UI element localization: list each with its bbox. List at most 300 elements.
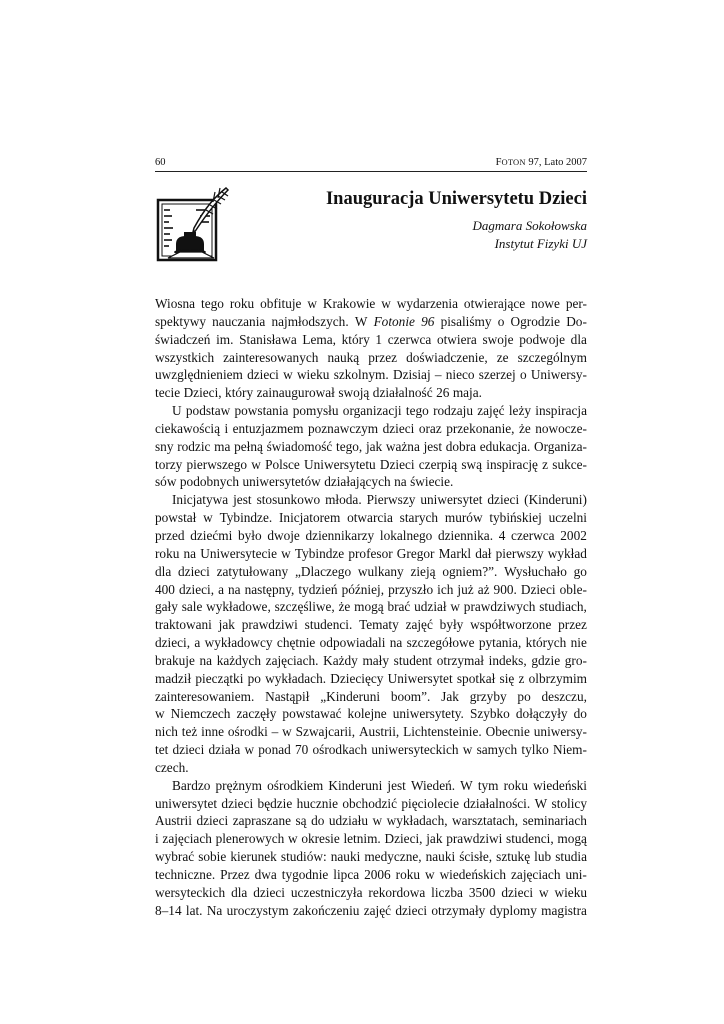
word: świadomość (266, 438, 333, 454)
word: po (247, 670, 261, 686)
word: uni- (565, 867, 587, 882)
word: Dziecięcy (330, 670, 384, 686)
word: studia (555, 849, 587, 865)
word: podwoje (519, 331, 565, 347)
word: działających (324, 474, 391, 490)
word: dzieci (196, 813, 229, 829)
word: mały (362, 652, 390, 668)
word: otwiera (436, 331, 477, 347)
word: lub (534, 849, 552, 865)
word: organizacji (342, 403, 402, 419)
word: Lichtensteinie. (403, 724, 482, 740)
word: Uniwersytet (387, 670, 453, 686)
body-text-line (155, 384, 587, 402)
word: ze (496, 349, 509, 365)
word: jest (387, 777, 406, 793)
word: Tybindze (294, 545, 345, 561)
word: zatytułowany (216, 563, 289, 579)
word: wszystkich (155, 349, 215, 365)
issue-label: 97, Lato 2007 (525, 157, 587, 168)
body-text-line (155, 884, 587, 902)
word: nowocze- (535, 420, 587, 436)
word: dziećmi (190, 527, 233, 543)
word: zajęciach (162, 831, 212, 847)
word: Dzieci, (384, 831, 423, 847)
word: (Kinderuni) (524, 492, 587, 508)
word: hucznie (296, 795, 338, 811)
word: aż (477, 581, 490, 597)
word: oble- (559, 581, 587, 597)
word: Pierwszy (366, 492, 416, 508)
word: Austrii (155, 813, 192, 829)
word: ośrodkach (312, 742, 368, 758)
word: uwzględnieniem (155, 367, 243, 383)
word: tygodnie (281, 867, 329, 882)
word: stosunkowo (256, 492, 321, 508)
word: na (228, 581, 241, 597)
word: przyszło (388, 581, 434, 597)
word: tylko (521, 742, 549, 758)
word: brać (387, 599, 411, 615)
word: uniwersy- (533, 724, 587, 740)
word: tydzień (298, 581, 338, 597)
word: ich (437, 581, 454, 597)
body-text-line (155, 670, 587, 688)
word: później, (341, 581, 385, 597)
word: pisaliśmy (440, 313, 492, 329)
word: wykładowcy (204, 635, 273, 651)
body-text-line (155, 741, 587, 759)
word: Uniwersy- (530, 367, 587, 383)
word: pierwszego (186, 456, 248, 472)
word: dyplomy (489, 902, 537, 918)
word: starych (399, 510, 439, 526)
journal-issue (496, 156, 587, 169)
word: studenci. (304, 617, 353, 633)
word: boom”. (390, 688, 431, 704)
word: oraz (418, 420, 442, 436)
word: Uniwersytetu (304, 456, 376, 472)
word: wulkany (357, 563, 404, 579)
word: torzy (155, 456, 183, 472)
word: Polsce (265, 456, 300, 472)
word: U (172, 403, 182, 419)
word: studenci, (506, 831, 554, 847)
word: a (194, 635, 201, 651)
body-text-line (155, 795, 587, 813)
word: dziennika. (438, 527, 494, 543)
word: gały (155, 599, 178, 615)
word: 400 (155, 581, 175, 597)
body-text-line (155, 366, 587, 384)
body-text-line (155, 705, 587, 723)
word: wiedeński (533, 777, 587, 793)
word: roku (229, 296, 255, 311)
word: Bardzo (172, 777, 211, 793)
word: roku (395, 867, 421, 882)
word: sobie (198, 849, 227, 865)
word: studiach, (539, 599, 587, 615)
word: wieku (554, 884, 587, 900)
word: dla (231, 884, 248, 900)
word: Obecnie (485, 724, 530, 740)
word: tym (477, 777, 499, 793)
word: Na (206, 902, 223, 918)
word: Szybko (469, 706, 510, 722)
word: 900. (493, 581, 517, 597)
word: zainteresowaniem. (155, 688, 255, 704)
word: dzieci (247, 367, 279, 383)
word: pięciolecie (401, 795, 459, 811)
word: prawdziwych (463, 599, 536, 615)
word: gdzie (531, 652, 561, 668)
word: o (519, 367, 527, 383)
word: zajęciach (511, 867, 561, 882)
word: indeks, (488, 652, 527, 668)
word: 1 (375, 331, 383, 347)
word: ośrodkiem (267, 777, 324, 793)
word: powstania (234, 403, 289, 419)
word: tego (405, 403, 429, 419)
body-text-line (155, 812, 587, 830)
body-text-line (155, 491, 587, 509)
word: inspirację (486, 456, 538, 472)
word: Szwajcarii, (295, 724, 356, 740)
word: prawdziwi (241, 617, 298, 633)
word: nauczania (212, 313, 266, 329)
word: tybińskiej (489, 510, 542, 526)
word: uroczystym (226, 902, 289, 918)
word: doświadczenie, (406, 349, 488, 365)
word: Wiedeń. (410, 777, 456, 793)
word: roku (155, 545, 180, 561)
word: 2002 (560, 527, 587, 543)
word: w (155, 706, 165, 722)
word: Wiosna (155, 296, 196, 311)
word: szerzej (478, 367, 516, 383)
word: otrzymał (436, 652, 484, 668)
word: Inicjatorem (279, 510, 341, 526)
word: prawdziwi (446, 831, 503, 847)
body-text-line (155, 473, 587, 491)
word: nauki (330, 849, 361, 865)
word: dwoje (267, 527, 300, 543)
word: Każdy (323, 652, 358, 668)
word: zainteresowanych (223, 349, 319, 365)
word: w (281, 545, 291, 561)
word: „Dlaczego (294, 563, 352, 579)
word: że (338, 599, 351, 615)
word: dzieci, (155, 635, 191, 651)
word: który (341, 331, 370, 347)
word: Fotonie (373, 313, 415, 329)
word: uniwersytetów (242, 474, 321, 490)
word: uczelni (548, 510, 587, 526)
word: w (203, 510, 213, 526)
body-text-line (155, 402, 587, 420)
word: powstał (155, 510, 197, 526)
word: świecie. (410, 474, 454, 490)
word: działalności. (463, 795, 531, 811)
word: rodzaju (433, 403, 473, 419)
word: i (155, 831, 159, 847)
word: wykład (547, 545, 587, 561)
word: zieją (410, 563, 436, 579)
word: wybrać (155, 849, 195, 865)
word: sów (155, 474, 177, 490)
word: madził (155, 670, 192, 686)
word: rodzic (177, 438, 211, 454)
word: najmłodszych. (271, 313, 349, 329)
word: deszczu, (541, 688, 587, 704)
word: były (439, 617, 464, 633)
word: Nastąpił (265, 688, 310, 704)
word: „Kinderuni (320, 688, 381, 704)
word: przekonanie, (446, 420, 515, 436)
word: dzieci (395, 902, 428, 918)
body-text-line (155, 527, 587, 545)
word: wiedeńskich (439, 867, 507, 882)
word: ośrodki (227, 724, 268, 740)
word: lokalnego (379, 527, 433, 543)
body-text-line (155, 830, 587, 848)
word: wersyteckich (155, 884, 226, 900)
word: zajęć (363, 902, 392, 918)
word: szczegółowe (406, 635, 475, 651)
word: nauki (425, 849, 456, 865)
word: zajęć (405, 617, 433, 633)
word: per- (565, 296, 587, 311)
word: Tematy (359, 617, 399, 633)
word: jak (365, 438, 383, 454)
word: obfituje (260, 296, 302, 311)
word: Jak (441, 688, 459, 704)
word: dzieci (178, 563, 210, 579)
word: dobra (445, 438, 477, 454)
word: prężnym (215, 777, 263, 793)
body-text-line (155, 723, 587, 741)
word: otwierające (463, 296, 526, 311)
word: Wysłuchało (504, 563, 567, 579)
word: lat. (185, 902, 203, 918)
word: pierwszy (495, 545, 544, 561)
word: podobnych (179, 474, 239, 490)
word: 4 (498, 527, 506, 543)
page-number: 60 (155, 157, 166, 168)
word: odpowiadali (319, 635, 386, 651)
word: działa (208, 742, 241, 758)
word: roku (503, 777, 528, 793)
word: sny (155, 438, 174, 454)
word: dwa (254, 867, 277, 882)
word: Lema, (302, 331, 336, 347)
word: dzieci (172, 742, 205, 758)
word: nauką (327, 349, 360, 365)
word: inspiracja (535, 403, 587, 419)
word: Dzieci, (183, 385, 222, 401)
body-text-line (155, 688, 587, 706)
word: Niem- (552, 742, 587, 758)
word: zajęć (477, 403, 505, 419)
word: inne (201, 724, 225, 740)
word: jak (426, 831, 443, 847)
word: grzyby (469, 688, 507, 704)
word: wydarzenia (396, 296, 459, 311)
word: – (271, 724, 279, 740)
word: seminariach (522, 813, 587, 829)
word: zajęciach. (265, 652, 319, 668)
word: mogą (354, 599, 384, 615)
word: z (518, 670, 525, 686)
word: olbrzymim (528, 670, 587, 686)
word: tego, (336, 438, 363, 454)
word: dziennikarzy (305, 527, 375, 543)
word: Dzisiaj (392, 367, 431, 383)
word: jak (218, 617, 235, 633)
word: jest (233, 492, 252, 508)
word: Do- (566, 313, 587, 329)
word: wykładowe, (206, 599, 271, 615)
body-text-line (155, 545, 587, 563)
word: Uniwersytecie (200, 545, 278, 561)
body-text-line (155, 331, 587, 349)
word: student (393, 652, 433, 668)
word: zaczęły (236, 706, 277, 722)
word: też (181, 724, 198, 740)
word: czerwca (387, 331, 432, 347)
body-text-line (155, 438, 587, 456)
journal-name-initial: F (495, 157, 502, 168)
word: na (389, 635, 403, 651)
word: 96 (421, 313, 435, 329)
word: wieku (296, 367, 330, 383)
word: w (372, 813, 383, 829)
word: przez (558, 617, 587, 633)
word: pytania, (478, 635, 522, 651)
word: szkolnym. (333, 367, 389, 383)
body-text-line (155, 456, 587, 474)
word: swoje (482, 331, 514, 347)
body-text-line (155, 313, 587, 331)
word: Przez (220, 867, 250, 882)
word: nie (570, 635, 587, 651)
body-text-line (155, 349, 587, 367)
word: stolicy (551, 795, 587, 811)
word: w (538, 884, 549, 900)
word: Austrii, (358, 724, 400, 740)
word: leży (508, 403, 531, 419)
word: szczególnym (517, 349, 587, 365)
word: w (288, 831, 298, 847)
word: już (457, 581, 474, 597)
word: otrzymały (431, 902, 486, 918)
word: przez (368, 349, 398, 365)
word: poznawczym (307, 420, 379, 436)
word: sale (181, 599, 203, 615)
word: murów (444, 510, 483, 526)
word: dzieci (253, 884, 285, 900)
word: warsztatach, (452, 813, 519, 829)
word: uniwersytety. (392, 706, 464, 722)
article-title: Inauguracja Uniwersytetu Dzieci (325, 189, 587, 209)
word: czerpią (418, 456, 458, 472)
word: samych (476, 742, 518, 758)
word: na (199, 652, 213, 668)
word: których (525, 635, 567, 651)
body-text-line (155, 777, 587, 795)
word: który (225, 385, 254, 401)
word: ważna (385, 438, 420, 454)
word: szczęśliwe, (274, 599, 335, 615)
word: spotkał (456, 670, 496, 686)
word: w (425, 867, 435, 882)
word: tecie (155, 385, 181, 401)
body-text-line (155, 581, 587, 599)
word: na (394, 474, 407, 490)
word: edukacja. (479, 438, 531, 454)
journal-name-rest: OTON (501, 157, 526, 167)
word: traktowani (155, 617, 212, 633)
word: 8–14 (155, 902, 182, 918)
body-text-line (155, 295, 587, 313)
word: 2006 (364, 867, 391, 882)
body-text-line (155, 616, 587, 634)
word: zakończeniu (292, 902, 360, 918)
word: udział (414, 599, 447, 615)
word: otwarcia (347, 510, 393, 526)
word: – (434, 367, 442, 383)
word: są (295, 813, 307, 829)
word: uniwersyteckich (371, 742, 459, 758)
word: pomysłu (292, 403, 339, 419)
word: lipca (333, 867, 360, 882)
word: Niemczech (170, 706, 231, 722)
body-text-line (155, 866, 587, 884)
word: ponad (258, 742, 291, 758)
word: uczestniczyła (290, 884, 363, 900)
word: współtworzone (470, 617, 552, 633)
word: ciekawością (155, 420, 220, 436)
word: dał (475, 545, 492, 561)
author-affiliation: Instytut Fizyki UJ (494, 236, 587, 251)
word: w (244, 742, 255, 758)
word: kolejne (347, 706, 387, 722)
word: pełną (234, 438, 263, 454)
word: liczba (431, 884, 463, 900)
word: dzieci (221, 795, 254, 811)
word: w (462, 742, 473, 758)
word: z (542, 456, 549, 472)
word: Organiza- (534, 438, 587, 454)
word: uniwersytet (420, 492, 483, 508)
word: chętnie (276, 635, 316, 651)
word: Dzieci (520, 581, 556, 597)
word: Tybindze. (219, 510, 273, 526)
word: powstawać (282, 706, 342, 722)
body-text-line (155, 848, 587, 866)
word: w (251, 456, 261, 472)
word: dołączyły (515, 706, 568, 722)
word: sukce- (552, 456, 587, 472)
word: medyczne, (364, 849, 422, 865)
word: w (307, 296, 317, 311)
word: obchodzić (342, 795, 398, 811)
word: brakuje (155, 652, 195, 668)
word: w (381, 296, 391, 311)
word: zainaugurował (256, 385, 335, 401)
word: następny, (244, 581, 295, 597)
word: podstaw (185, 403, 231, 419)
